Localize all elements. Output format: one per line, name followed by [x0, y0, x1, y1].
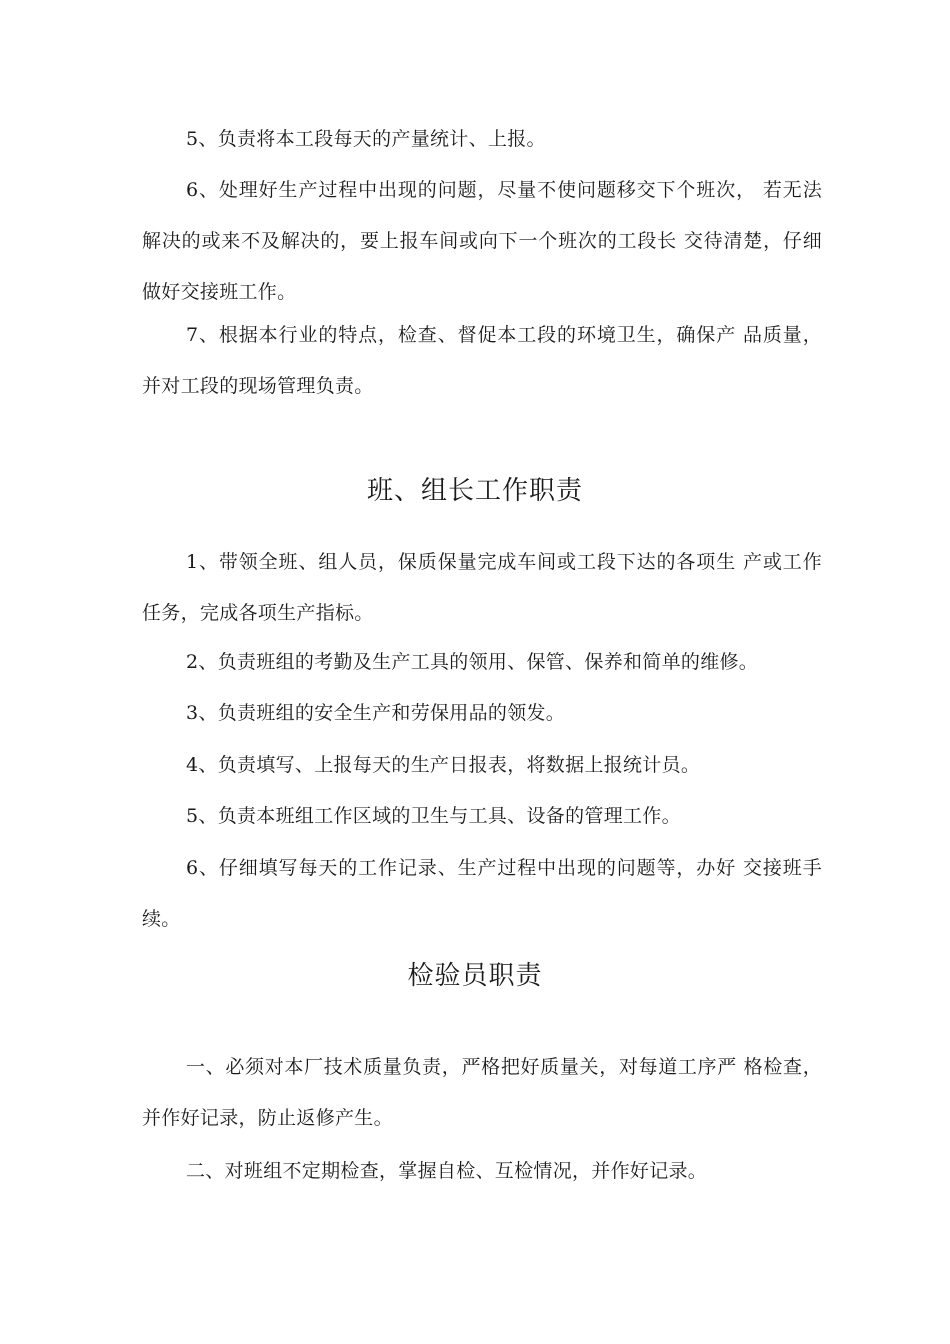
paragraph-b6: 6、仔细填写每天的工作记录、生产过程中出现的问题等，办好 交接班手续。 [142, 857, 822, 930]
paragraph-c2: 二、对班组不定期检查，掌握自检、互检情况，并作好记录。 [186, 1160, 708, 1182]
paragraph-c1: 一、必须对本厂技术质量负责，严格把好质量关，对每道工序严 格检查，并作好记录，防止返修产生。 [142, 1056, 822, 1129]
paragraph-b2: 2、负责班组的考勤及生产工具的领用、保管、保养和简单的维修。 [186, 651, 759, 673]
paragraph-a7: 7、根据本行业的特点，检查、督促本工段的环境卫生，确保产 品质量，并对工段的现场管理负责。 [142, 324, 822, 397]
paragraph-a5: 5、负责将本工段每天的产量统计、上报。 [186, 128, 546, 150]
paragraph-b1: 1、带领全班、组人员，保质保量完成车间或工段下达的各项生 产或工作任务，完成各项生产指标。 [142, 551, 822, 624]
paragraph-a6: 6、处理好生产过程中出现的问题，尽量不使问题移交下个班次， 若无法解决的或来不及解决的，要上报车间或向下一个班次的工段长 交待清楚，仔细做好交接班工作。 [142, 179, 822, 303]
section-title-team-leader: 班、组长工作职责 [366, 476, 583, 506]
paragraph-b3: 3、负责班组的安全生产和劳保用品的领发。 [186, 702, 566, 724]
paragraph-b5: 5、负责本班组工作区域的卫生与工具、设备的管理工作。 [186, 805, 681, 827]
section-title-inspector: 检验员职责 [407, 961, 543, 991]
paragraph-b4: 4、负责填写、上报每天的生产日报表，将数据上报统计员。 [186, 754, 701, 776]
